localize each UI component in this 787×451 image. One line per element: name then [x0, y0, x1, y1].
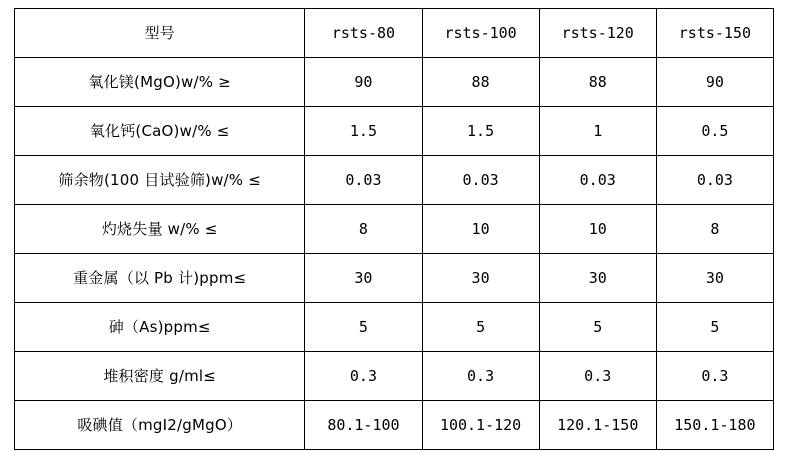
header-cell-model-3: rsts-120 — [539, 9, 656, 58]
table-row — [15, 352, 774, 401]
cell-bulk-density-2: 0.3 — [422, 352, 539, 401]
cell-mgo-1: 90 — [305, 58, 422, 107]
cell-sieve-1: 0.03 — [305, 156, 422, 205]
table-row — [15, 401, 774, 450]
row-label-loss-on-ignition: 灼烧失量 w/% ≤ — [15, 205, 305, 254]
cell-loi-4: 8 — [656, 205, 773, 254]
cell-loi-2: 10 — [422, 205, 539, 254]
cell-mgo-3: 88 — [539, 58, 656, 107]
cell-cao-3: 1 — [539, 107, 656, 156]
row-label-mgo: 氧化镁(MgO)w/% ≥ — [15, 58, 305, 107]
row-label-heavy-metals: 重金属（以 Pb 计)ppm≤ — [15, 254, 305, 303]
cell-mgo-4: 90 — [656, 58, 773, 107]
cell-loi-3: 10 — [539, 205, 656, 254]
specification-table — [14, 8, 774, 450]
cell-iodine-4: 150.1-180 — [656, 401, 773, 450]
table-row — [15, 58, 774, 107]
cell-heavy-metals-2: 30 — [422, 254, 539, 303]
cell-arsenic-4: 5 — [656, 303, 773, 352]
cell-bulk-density-1: 0.3 — [305, 352, 422, 401]
cell-iodine-3: 120.1-150 — [539, 401, 656, 450]
header-cell-model-2: rsts-100 — [422, 9, 539, 58]
cell-bulk-density-3: 0.3 — [539, 352, 656, 401]
row-label-bulk-density: 堆积密度 g/ml≤ — [15, 352, 305, 401]
table-row — [15, 107, 774, 156]
cell-cao-2: 1.5 — [422, 107, 539, 156]
header-cell-label: 型号 — [15, 9, 305, 58]
table-row — [15, 303, 774, 352]
cell-cao-4: 0.5 — [656, 107, 773, 156]
cell-sieve-4: 0.03 — [656, 156, 773, 205]
cell-bulk-density-4: 0.3 — [656, 352, 773, 401]
table-row — [15, 205, 774, 254]
cell-heavy-metals-3: 30 — [539, 254, 656, 303]
cell-arsenic-2: 5 — [422, 303, 539, 352]
cell-sieve-2: 0.03 — [422, 156, 539, 205]
table-row — [15, 156, 774, 205]
row-label-arsenic: 砷（As)ppm≤ — [15, 303, 305, 352]
cell-mgo-2: 88 — [422, 58, 539, 107]
cell-heavy-metals-1: 30 — [305, 254, 422, 303]
cell-cao-1: 1.5 — [305, 107, 422, 156]
header-cell-model-4: rsts-150 — [656, 9, 773, 58]
cell-iodine-1: 80.1-100 — [305, 401, 422, 450]
header-cell-model-1: rsts-80 — [305, 9, 422, 58]
cell-loi-1: 8 — [305, 205, 422, 254]
table-row — [15, 254, 774, 303]
table-header-row — [15, 9, 774, 58]
row-label-iodine-value: 吸碘值（mgI2/gMgO） — [15, 401, 305, 450]
cell-arsenic-1: 5 — [305, 303, 422, 352]
cell-arsenic-3: 5 — [539, 303, 656, 352]
cell-sieve-3: 0.03 — [539, 156, 656, 205]
cell-heavy-metals-4: 30 — [656, 254, 773, 303]
row-label-sieve-residue: 筛余物(100 目试验筛)w/% ≤ — [15, 156, 305, 205]
row-label-cao: 氧化钙(CaO)w/% ≤ — [15, 107, 305, 156]
cell-iodine-2: 100.1-120 — [422, 401, 539, 450]
